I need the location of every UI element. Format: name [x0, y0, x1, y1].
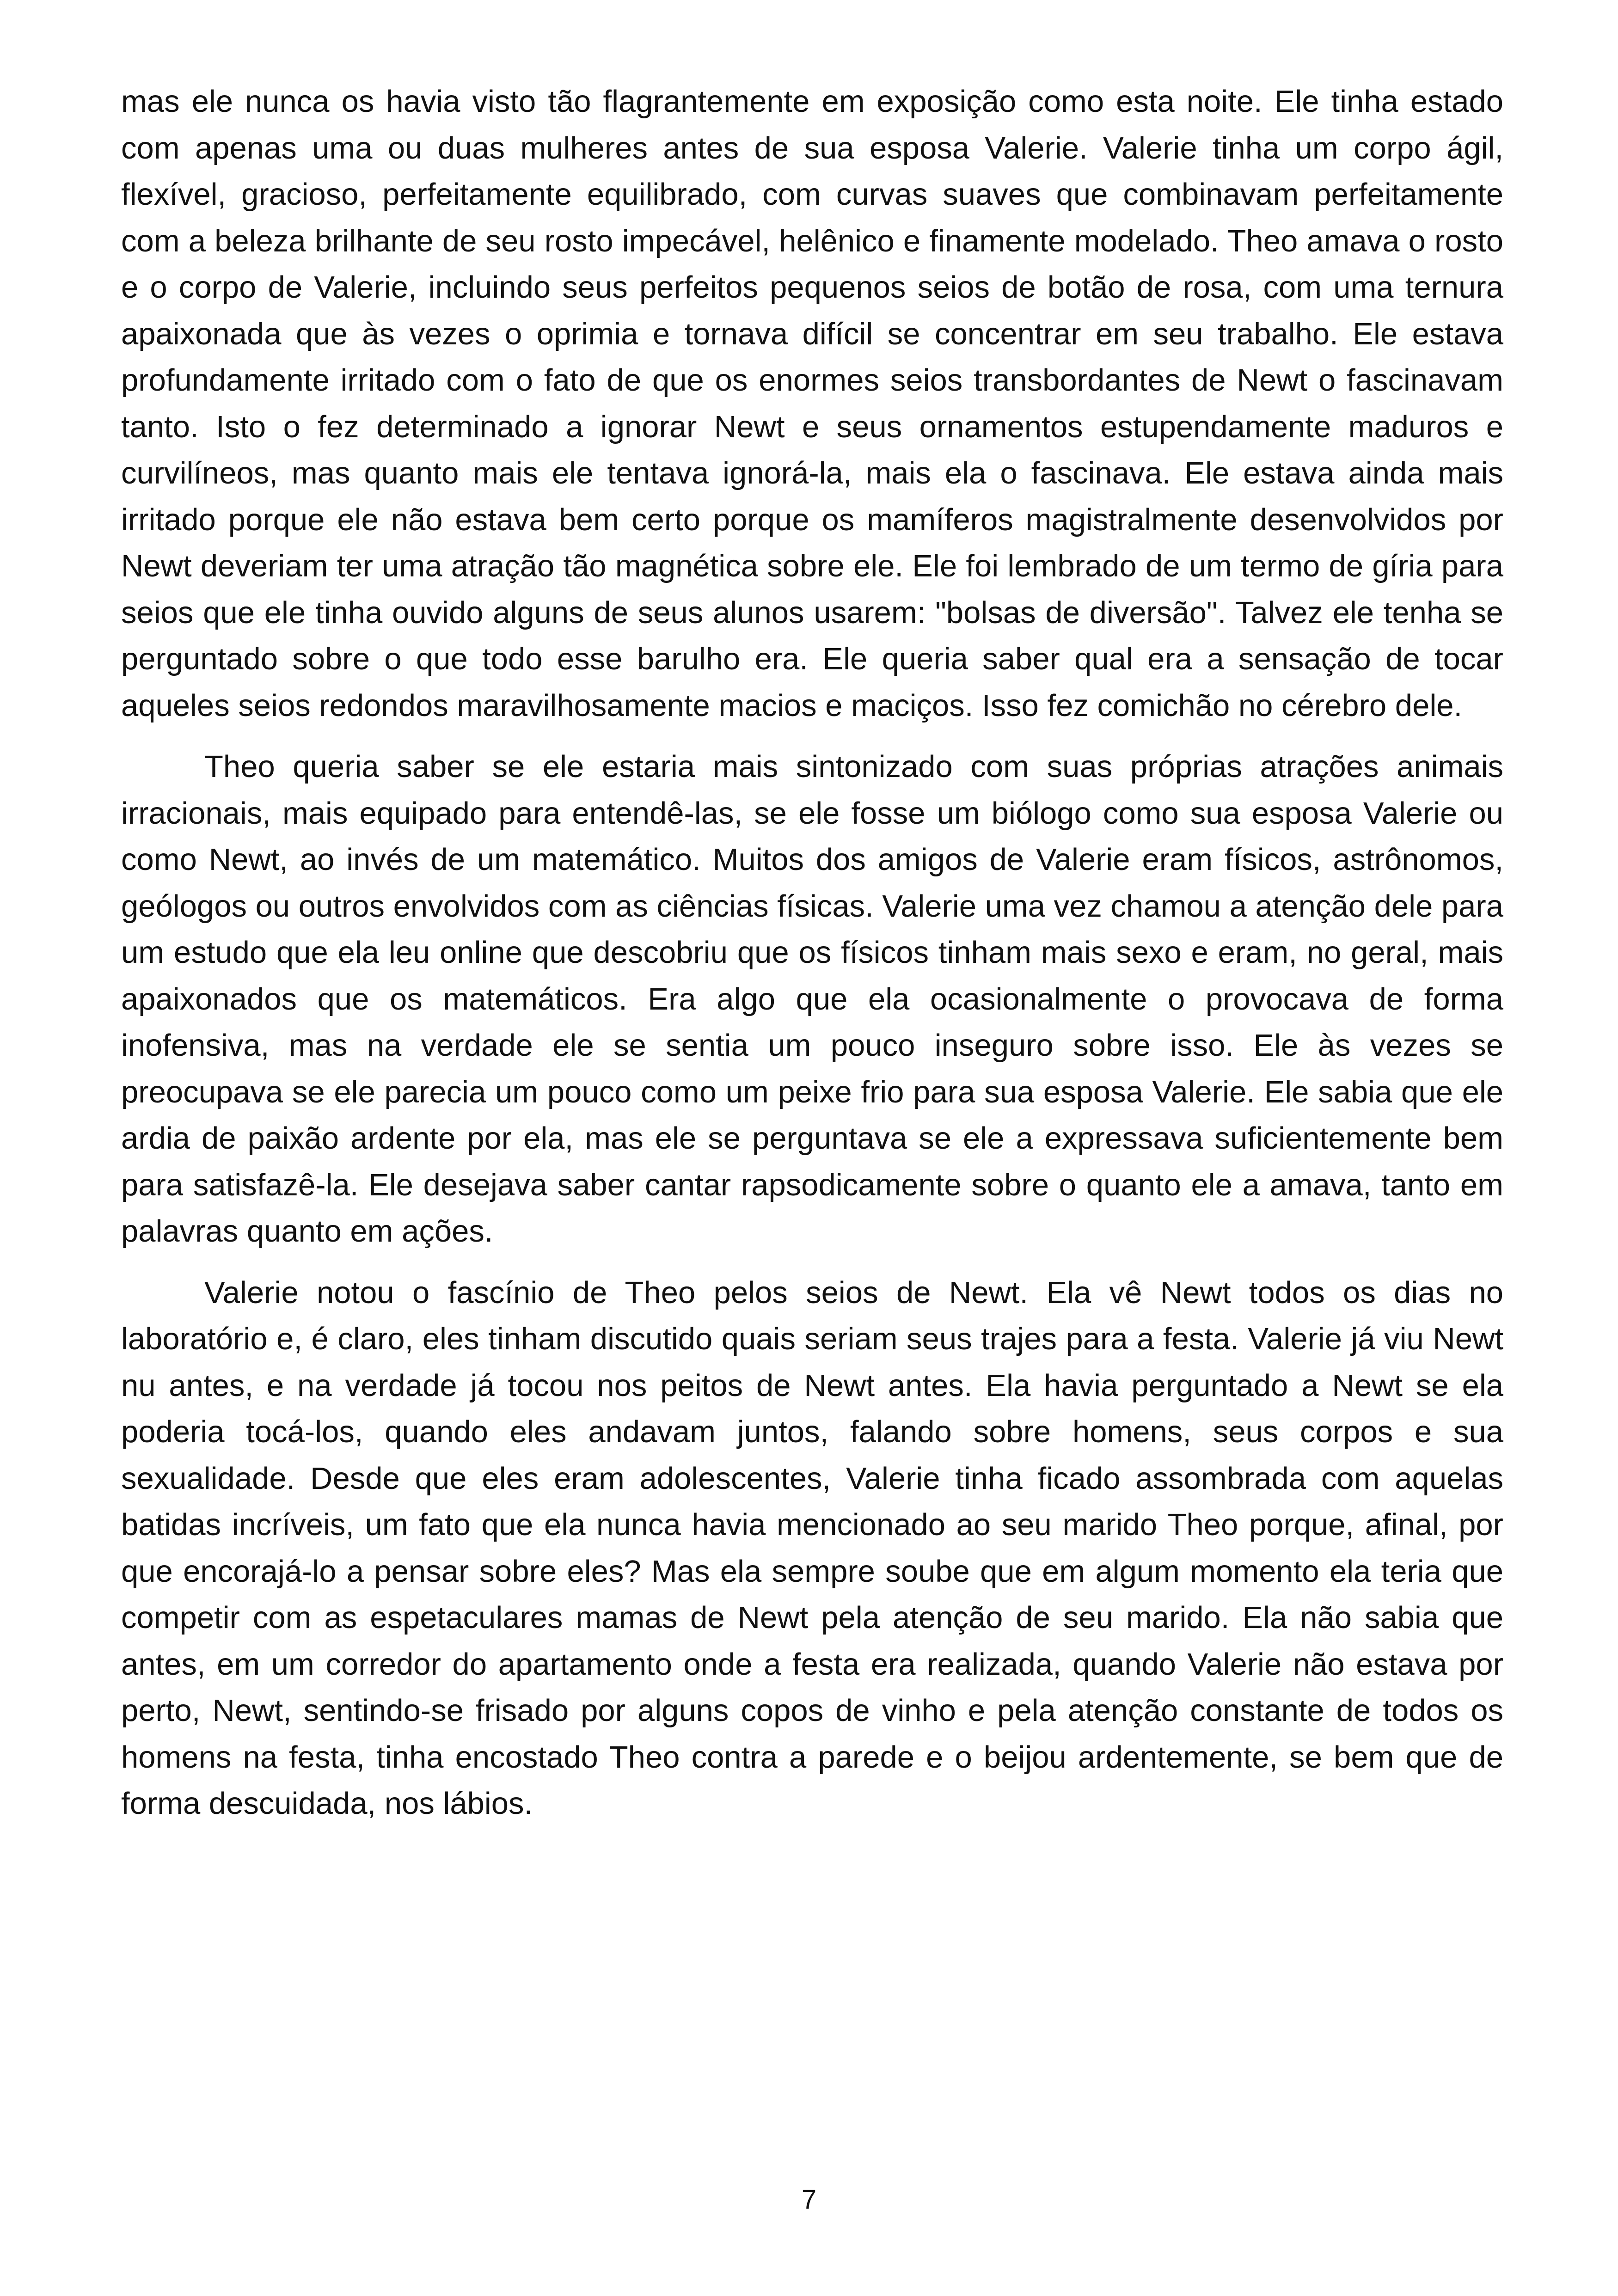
paragraph-3: Valerie notou o fascínio de Theo pelos seios de Newt. Ela vê Newt todos os dias no laboratório e, é claro, eles tinham discutido quais seriam seus trajes para a festa. Valerie já viu Newt nu antes, e na verdade já tocou nos peitos de Newt antes. Ela havia perguntado a Newt se ela poderia tocá-los, quando eles andavam juntos, falando sobre homens, seus corpos e sua sexualidade. Desde que eles eram adolescentes, Valerie tinha ficado assombrada com aquelas batidas incríveis, um fato que ela nunca havia mencionado ao seu marido Theo porque, afinal, por que encorajá-lo a pensar sobre eles? Mas ela sempre soube que em algum momento ela teria que competir com as espetaculares mamas de Newt pela atenção de seu marido. Ela não sabia que antes, em um corredor do apartamento onde a festa era realizada, quando Valerie não estava por perto, Newt, sentindo-se frisado por alguns copos de vinho e pela atenção constante de todos os homens na festa, tinha encostado Theo contra a parede e o beijou ardentemente, se bem que de forma descuidada, nos lábios. [121, 1275, 1503, 1821]
document-page [121, 79, 1503, 1827]
page-number: 7 [801, 2185, 817, 2215]
paragraph-1: mas ele nunca os havia visto tão flagrantemente em exposição como esta noite. Ele tinha estado com apenas uma ou duas mulheres antes de sua esposa Valerie. Valerie tinha um corpo ágil, flexível, gracioso, perfeitamente equilibrado, com curvas suaves que combinavam perfeitamente com a beleza brilhante de seu rosto impecável, helênico e finamente modelado. Theo amava o rosto e o corpo de Valerie, incluindo seus perfeitos pequenos seios de botão de rosa, com uma ternura apaixonada que às vezes o oprimia e tornava difícil se concentrar em seu trabalho. Ele estava profundamente irritado com o fato de que os enormes seios transbordantes de Newt o fascinavam tanto. Isto o fez determinado a ignorar Newt e seus ornamentos estupendamente maduros e curvilíneos, mas quanto mais ele tentava ignorá-la, mais ela o fascinava. Ele estava ainda mais irritado porque ele não estava bem certo porque os mamíferos magistralmente desenvolvidos por Newt deveriam ter uma atração tão magnética sobre ele. Ele foi lembrado de um termo de gíria para seios que ele tinha ouvido alguns de seus alunos usarem: "bolsas de diversão". Talvez ele tenha se perguntado sobre o que todo esse barulho era. Ele queria saber qual era a sensação de tocar aqueles seios redondos maravilhosamente macios e maciços. Isso fez comichão no cérebro dele. [121, 84, 1503, 723]
paragraph-2: Theo queria saber se ele estaria mais sintonizado com suas próprias atrações animais irracionais, mais equipado para entendê-las, se ele fosse um biólogo como sua esposa Valerie ou como Newt, ao invés de um matemático. Muitos dos amigos de Valerie eram físicos, astrônomos, geólogos ou outros envolvidos com as ciências físicas. Valerie uma vez chamou a atenção dele para um estudo que ela leu online que descobriu que os físicos tinham mais sexo e eram, no geral, mais apaixonados que os matemáticos. Era algo que ela ocasionalmente o provocava de forma inofensiva, mas na verdade ele se sentia um pouco inseguro sobre isso. Ele às vezes se preocupava se ele parecia um pouco como um peixe frio para sua esposa Valerie. Ele sabia que ele ardia de paixão ardente por ela, mas ele se perguntava se ele a expressava suficientemente bem para satisfazê-la. Ele desejava saber cantar rapsodicamente sobre o quanto ele a amava, tanto em palavras quanto em ações. [121, 749, 1503, 1249]
